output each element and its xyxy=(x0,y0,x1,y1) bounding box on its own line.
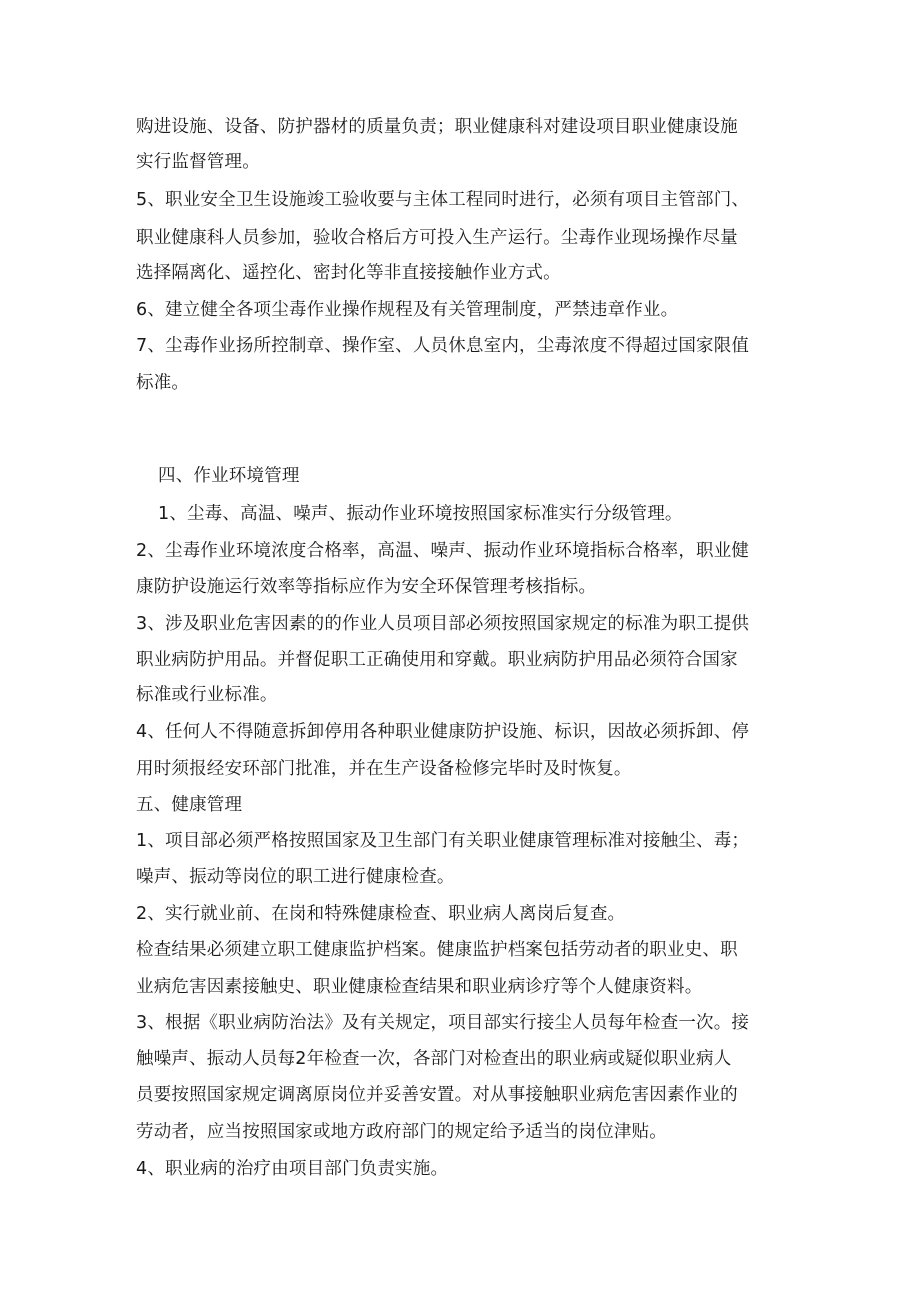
text-line: 2、实行就业前、在岗和特殊健康检查、职业病人离岗后复查。 xyxy=(136,904,626,924)
text-line: 3、涉及职业危害因素的的作业人员项目部必须按照国家规定的标准为职工提供 xyxy=(136,614,750,634)
text-line: 员要按照国家规定调离原岗位并妥善安置。对从事接触职业病危害因素作业的 xyxy=(136,1085,738,1105)
text-line: 劳动者，应当按照国家或地方政府部门的规定给予适当的岗位津贴。 xyxy=(136,1122,667,1142)
text-line: 职业病防护用品。并督促职工正确使用和穿戴。职业病防护用品必须符合国家 xyxy=(136,650,738,670)
text-line: 4、任何人不得随意拆卸停用各种职业健康防护设施、标识，因故必须拆卸、停 xyxy=(136,722,750,742)
text-line: 1、项目部必须严格按照国家及卫生部门有关职业健康管理标准对接触尘、毒； xyxy=(136,831,750,851)
text-line: 标准。 xyxy=(136,373,190,393)
text-line: 2、尘毒作业环境浓度合格率，高温、噪声、振动作业环境指标合格率，职业健 xyxy=(136,541,750,561)
text-line: 康防护设施运行效率等指标应作为安全环保管理考核指标。 xyxy=(136,577,597,597)
text-line: 购进设施、设备、防护器材的质量负责；职业健康科对建设项目职业健康设施 xyxy=(136,117,738,137)
text-line: 4、职业病的治疗由项目部门负责实施。 xyxy=(136,1159,449,1179)
section-heading: 四、作业环境管理 xyxy=(158,466,300,486)
text-line: 业病危害因素接触史、职业健康检查结果和职业病诊疗等个人健康资料。 xyxy=(136,977,703,997)
section-heading: 五、健康管理 xyxy=(136,795,243,815)
text-line: 触噪声、振动人员每2年检查一次，各部门对检查出的职业病或疑似职业病人 xyxy=(136,1049,732,1069)
text-line: 6、建立健全各项尘毒作业操作规程及有关管理制度，严禁违章作业。 xyxy=(136,300,679,320)
text-line: 职业健康科人员参加，验收合格后方可投入生产运行。尘毒作业现场操作尽量 xyxy=(136,228,738,248)
text-line: 选择隔离化、遥控化、密封化等非直接接触作业方式。 xyxy=(136,263,561,283)
text-line: 检查结果必须建立职工健康监护档案。健康监护档案包括劳动者的职业史、职 xyxy=(136,940,738,960)
text-line: 实行监督管理。 xyxy=(136,152,260,172)
text-line: 5、职业安全卫生设施竣工验收要与主体工程同时进行，必须有项目主管部门、 xyxy=(136,190,750,210)
text-line: 用时须报经安环部门批准，并在生产设备检修完毕时及时恢复。 xyxy=(136,759,632,779)
text-line: 7、尘毒作业扬所控制章、操作室、人员休息室内，尘毒浓度不得超过国家限值 xyxy=(136,336,750,356)
text-line: 标准或行业标准。 xyxy=(136,685,278,705)
text-line: 3、根据《职业病防治法》及有关规定，项目部实行接尘人员每年检查一次。接 xyxy=(136,1013,750,1033)
text-line: 噪声、振动等岗位的职工进行健康检查。 xyxy=(136,867,455,887)
text-line: 1、尘毒、高温、噪声、振动作业环境按照国家标准实行分级管理。 xyxy=(158,504,683,524)
